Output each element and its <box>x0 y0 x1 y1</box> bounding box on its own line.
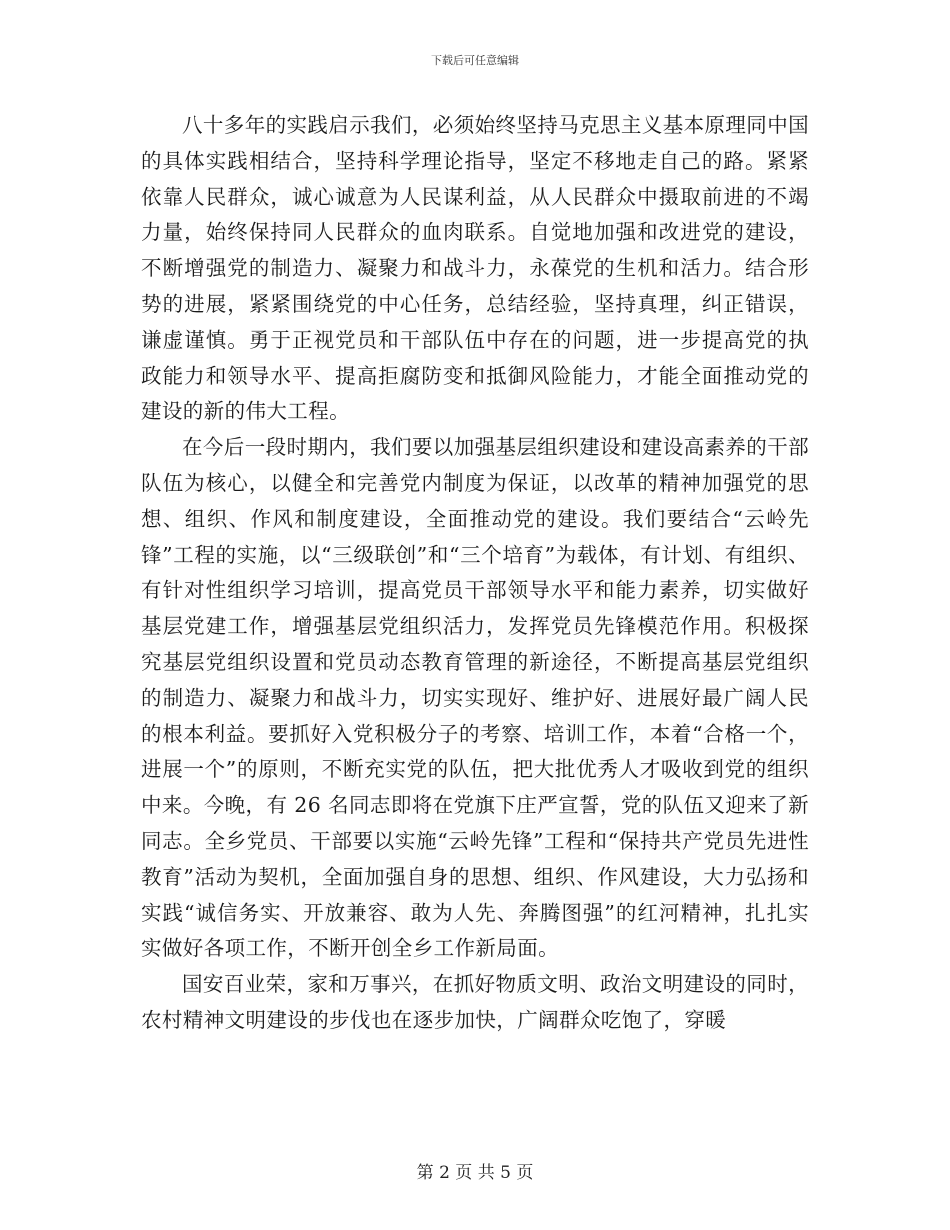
page-number-footer: 第 2 页 共 5 页 <box>416 1163 534 1183</box>
document-body <box>141 108 809 1039</box>
paragraph-3: 国安百业荣，家和万事兴，在抓好物质文明、政治文明建设的同时，农村精神文明建设的步伐也在逐步加快，广阔群众吃饱了，穿暖 <box>141 972 809 1032</box>
paragraph-2: 在今后一段时期内，我们要以加强基层组织建设和建设高素养的干部队伍为核心，以健全和完善党内制度为保证，以改革的精神加强党的思想、组织、作风和制度建设，全面推动党的建设。我们要结合“云岭先锋”工程的实施，以“三级联创”和“三个培育”为载体，有计划、有组织、有针对性组织学习培训，提高党员干部领导水平和能力素养，切实做好基层党建工作，增强基层党组织活力，发挥党员先锋模范作用。积极探究基层党组织设置和党员动态教育管理的新途径，不断提高基层党组织的制造力、凝聚力和战斗力，切实实现好、维护好、进展好最广阔人民的根本利益。要抓好入党积极分子的考察、培训工作，本着“合格一个，进展一个”的原则，不断充实党的队伍，把大批优秀人才吸收到党的组织中来。今晚，有 26 名同志即将在党旗下庄严宣誓，党的队伍又迎来了新同志。全乡党员、干部要以实施“云岭先锋”工程和“保持共产党员先进性教育”活动为契机，全面加强自身的思想、组织、作风建设，大力弘扬和实践“诚信务实、开放兼容、敢为人先、奔腾图强”的红河精神，扎扎实实做好各项工作，不断开创全乡工作新局面。 <box>141 435 809 961</box>
paragraph-1: 八十多年的实践启示我们，必须始终坚持马克思主义基本原理同中国的具体实践相结合，坚持科学理论指导，坚定不移地走自己的路。紧紧依靠人民群众，诚心诚意为人民谋利益，从人民群众中摄取前进的不竭力量，始终保持同人民群众的血肉联系。自觉地加强和改进党的建设，不断增强党的制造力、凝聚力和战斗力，永葆党的生机和活力。结合形势的进展，紧紧围绕党的中心任务，总结经验，坚持真理，纠正错误，谦虚谨慎。勇于正视党员和干部队伍中存在的问题，进一步提高党的执政能力和领导水平、提高拒腐防变和抵御风险能力，才能全面推动党的建设的新的伟大工程。 <box>141 113 809 424</box>
page-header-note: 下载后可任意编辑 <box>431 54 519 67</box>
